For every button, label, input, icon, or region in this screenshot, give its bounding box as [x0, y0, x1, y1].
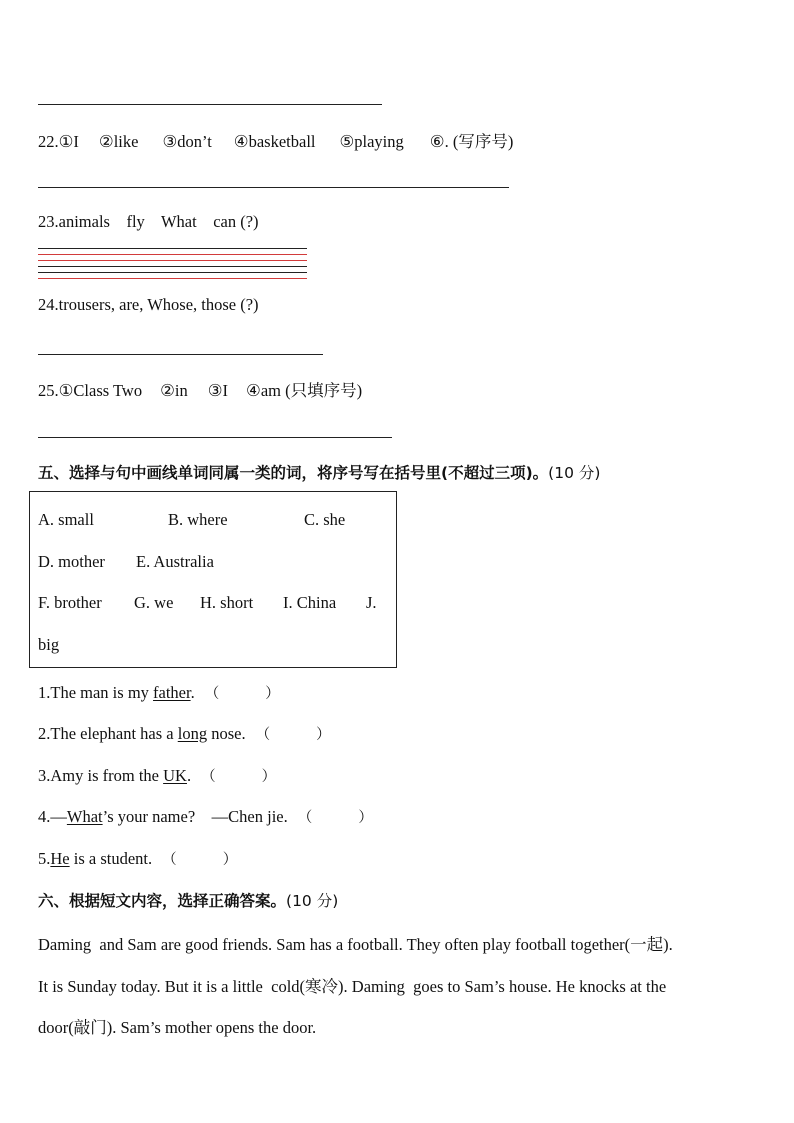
word-option: ④am (只填序号) — [246, 381, 363, 400]
item-2 — [38, 723, 331, 744]
option-d: D. mother — [38, 552, 105, 571]
item-4 — [38, 806, 373, 827]
section-6-heading — [38, 889, 338, 911]
option-j-letter: J. — [366, 593, 377, 612]
writing-line — [38, 248, 307, 249]
option-a: A. small — [38, 510, 94, 529]
answer-parentheses[interactable]: （ ） — [297, 810, 373, 826]
item-text: ’s your name? —Chen jie. — [102, 807, 288, 826]
item-text: 1.The man is my — [38, 683, 154, 702]
writing-line — [38, 260, 307, 261]
word-option: ⑥. (写序号) — [429, 132, 514, 151]
item-text: 2.The elephant has a — [38, 724, 178, 743]
word-option: ①I — [58, 132, 79, 151]
word-option: ②like — [98, 132, 139, 151]
option-h: H. short — [200, 593, 254, 612]
item-5 — [38, 848, 237, 869]
underlined-word: What — [66, 807, 103, 826]
reading-line-3: door(敲门). Sam’s mother opens the door. — [38, 1018, 317, 1037]
answer-parentheses[interactable]: （ ） — [201, 769, 277, 785]
option-b: B. where — [168, 510, 228, 529]
writing-line — [38, 266, 307, 267]
item-text: 3.Amy is from the — [38, 766, 164, 785]
answer-line-21 — [38, 104, 382, 105]
question-23: 23.animals fly What can (?) — [38, 212, 259, 231]
word-option: ④basketball — [233, 132, 316, 151]
answer-line-25 — [38, 437, 392, 438]
answer-parentheses[interactable]: （ ） — [255, 727, 331, 743]
section-title: 六、根据短文内容，选择正确答案。 — [38, 892, 287, 910]
question-number: 22. — [38, 132, 59, 151]
underlined-word: long — [177, 724, 208, 743]
item-text: nose. — [207, 724, 246, 743]
section-points: (10 分) — [286, 892, 339, 910]
section-title: 五、选择与句中画线单词同属一类的词，将序号写在括号里(不超过三项)。 — [38, 464, 549, 482]
question-24: 24.trousers, are, Whose, those (?) — [38, 295, 259, 314]
option-f: F. brother — [38, 593, 102, 612]
word-option: ①Class Two — [58, 381, 143, 400]
section-points: (10 分) — [548, 464, 601, 482]
item-text: is a student. — [69, 849, 153, 868]
underlined-word: UK — [163, 766, 187, 785]
option-e: E. Australia — [136, 552, 214, 571]
item-3 — [38, 765, 276, 786]
item-1 — [38, 682, 280, 703]
word-option: ③I — [207, 381, 229, 400]
underlined-word: father — [153, 683, 191, 702]
question-22 — [38, 128, 513, 152]
option-j-word: big — [38, 635, 60, 654]
option-i: I. China — [283, 593, 337, 612]
section-5-heading — [38, 461, 600, 483]
question-25 — [38, 377, 362, 401]
option-c: C. she — [304, 510, 346, 529]
writing-line — [38, 272, 307, 273]
item-text: . — [190, 683, 195, 702]
option-g: G. we — [134, 593, 174, 612]
writing-line — [38, 254, 307, 255]
item-text: . — [186, 766, 192, 785]
item-text: 5. — [38, 849, 51, 868]
answer-parentheses[interactable]: （ ） — [204, 686, 280, 702]
word-option: ⑤playing — [339, 132, 404, 151]
word-option: ③don’t — [162, 132, 212, 151]
word-options-box — [29, 491, 397, 668]
word-option: ②in — [160, 381, 188, 400]
writing-line — [38, 278, 307, 279]
reading-line-1: Daming and Sam are good friends. Sam has a football. They often play football together(一起). — [38, 935, 673, 954]
answer-line-24 — [38, 354, 323, 355]
reading-line-2: It is Sunday today. But it is a little cold(寒冷). Daming goes to Sam’s house. He knocks at the — [38, 977, 667, 996]
answer-line-22 — [38, 187, 509, 188]
question-number: 25. — [38, 381, 59, 400]
answer-parentheses[interactable]: （ ） — [162, 852, 238, 868]
underlined-word: He — [50, 849, 70, 868]
item-text: 4.— — [38, 807, 67, 826]
